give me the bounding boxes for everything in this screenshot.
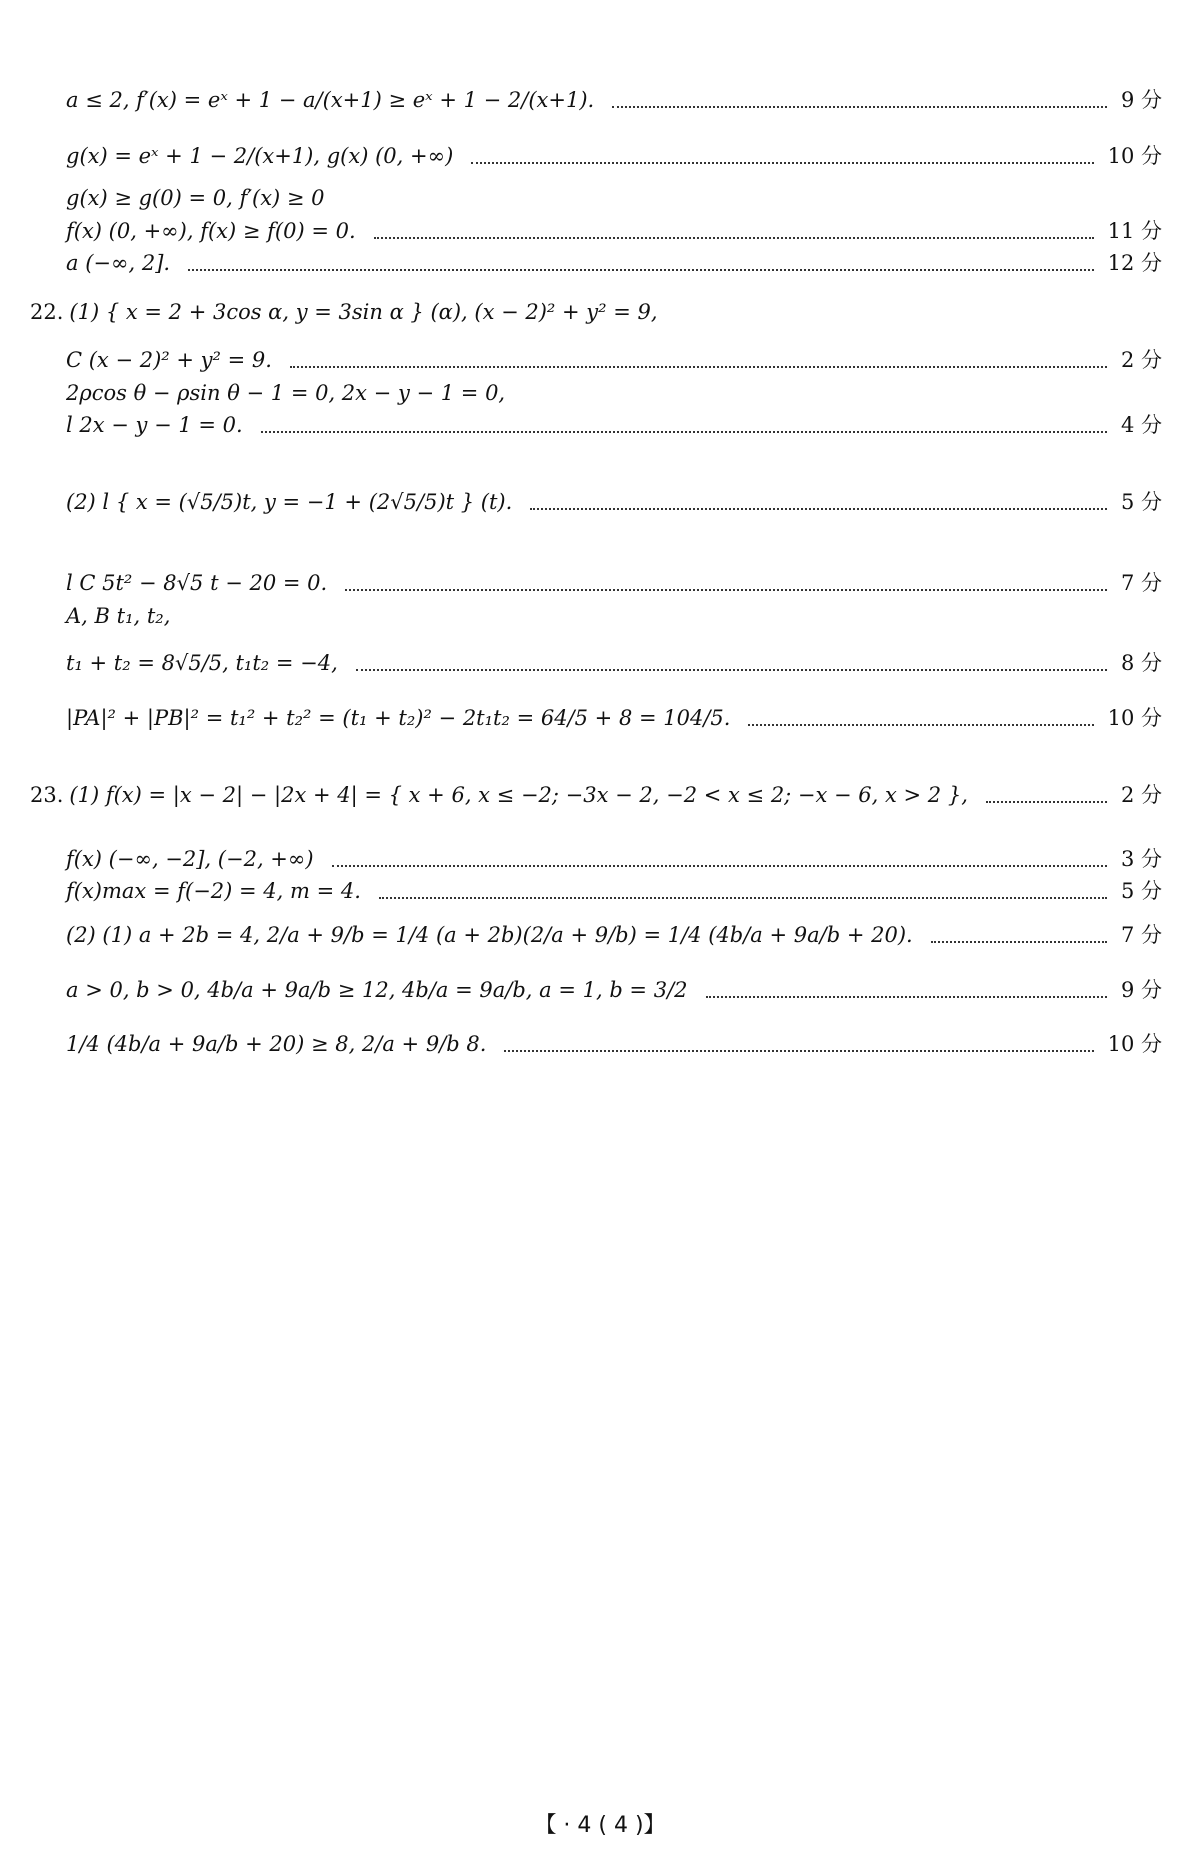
answer-line-14 <box>66 706 1162 731</box>
score-marker: 2 分 <box>1120 783 1162 807</box>
answer-line-9 <box>66 413 1162 438</box>
dotted-leader <box>530 508 1107 510</box>
answer-line-3 <box>66 186 1162 211</box>
answer-line-4 <box>66 219 1162 244</box>
dotted-leader <box>504 1050 1093 1052</box>
math-expression: 1/4 (4b/a + 9a/b + 20) ≥ 8, 2/a + 9/b 8. <box>66 1032 487 1056</box>
score-marker: 10 分 <box>1107 706 1162 730</box>
dotted-leader <box>356 669 1107 671</box>
dotted-leader <box>374 237 1094 239</box>
score-marker: 4 分 <box>1120 413 1162 437</box>
page-footer: 【 · 4 ( 4 )】 <box>534 1813 666 1838</box>
answer-line-18 <box>66 923 1162 948</box>
math-expression: (1) f(x) = |x − 2| − |2x + 4| = { x + 6, x ≤ −2; −3x − 2, −2 < x ≤ 2; −x − 6, x > 2 }, <box>69 783 968 807</box>
math-expression: a > 0, b > 0, 4b/a + 9a/b ≥ 12, 4b/a = 9a/b, a = 1, b = 3/2 <box>66 978 688 1002</box>
dotted-leader <box>188 269 1094 271</box>
dotted-leader <box>471 162 1093 164</box>
answer-line-16 <box>66 847 1162 872</box>
math-expression: l C 5t² − 8√5 t − 20 = 0. <box>66 571 328 595</box>
problem-number: 23. <box>30 783 64 807</box>
dotted-leader <box>986 801 1107 803</box>
math-expression: |PA|² + |PB|² = t₁² + t₂² = (t₁ + t₂)² − 2t₁t₂ = 64/5 + 8 = 104/5. <box>66 706 731 730</box>
math-expression: a (−∞, 2]. <box>66 251 171 275</box>
answer-line-17 <box>66 879 1162 904</box>
answer-line-12 <box>66 604 1162 629</box>
math-expression: l 2x − y − 1 = 0. <box>66 413 243 437</box>
answer-line-8 <box>66 381 1162 406</box>
score-marker: 7 分 <box>1120 571 1162 595</box>
problem-number: 22. <box>30 300 64 324</box>
dotted-leader <box>261 431 1107 433</box>
answer-line-19 <box>66 978 1162 1003</box>
score-marker: 10 分 <box>1107 144 1162 168</box>
score-marker: 5 分 <box>1120 879 1162 903</box>
math-expression: f(x) (0, +∞), f(x) ≥ f(0) = 0. <box>66 219 356 243</box>
dotted-leader <box>290 366 1107 368</box>
answer-line-20 <box>66 1032 1162 1057</box>
math-expression: g(x) = eˣ + 1 − 2/(x+1), g(x) (0, +∞) <box>66 144 454 168</box>
dotted-leader <box>748 724 1093 726</box>
math-expression: g(x) ≥ g(0) = 0, f′(x) ≥ 0 <box>66 186 325 210</box>
answer-line-1 <box>66 88 1162 113</box>
answer-line-10 <box>66 490 1162 515</box>
score-marker: 8 分 <box>1120 651 1162 675</box>
dotted-leader <box>706 996 1107 998</box>
answer-line-15 <box>30 783 1162 808</box>
score-marker: 9 分 <box>1120 88 1162 112</box>
math-expression: f(x) (−∞, −2], (−2, +∞) <box>66 847 314 871</box>
math-expression: a ≤ 2, f′(x) = eˣ + 1 − a/(x+1) ≥ eˣ + 1 − 2/(x+1). <box>66 88 595 112</box>
answer-line-6 <box>30 300 1162 325</box>
score-marker: 12 分 <box>1107 251 1162 275</box>
score-marker: 2 分 <box>1120 348 1162 372</box>
math-expression: 2ρcos θ − ρsin θ − 1 = 0, 2x − y − 1 = 0, <box>66 381 506 405</box>
score-marker: 3 分 <box>1120 847 1162 871</box>
score-marker: 9 分 <box>1120 978 1162 1002</box>
math-expression: C (x − 2)² + y² = 9. <box>66 348 272 372</box>
dotted-leader <box>379 897 1107 899</box>
dotted-leader <box>931 941 1107 943</box>
dotted-leader <box>612 106 1107 108</box>
answer-line-2 <box>66 144 1162 169</box>
math-expression: (2) (1) a + 2b = 4, 2/a + 9/b = 1/4 (a + 2b)(2/a + 9/b) = 1/4 (4b/a + 9a/b + 20). <box>66 923 913 947</box>
dotted-leader <box>332 865 1107 867</box>
answer-line-5 <box>66 251 1162 276</box>
score-marker: 11 分 <box>1107 219 1162 243</box>
answer-line-11 <box>66 571 1162 596</box>
dotted-leader <box>345 589 1107 591</box>
math-expression: t₁ + t₂ = 8√5/5, t₁t₂ = −4, <box>66 651 338 675</box>
score-marker: 7 分 <box>1120 923 1162 947</box>
math-expression: f(x)max = f(−2) = 4, m = 4. <box>66 879 361 903</box>
answer-line-7 <box>66 348 1162 373</box>
answer-line-13 <box>66 651 1162 676</box>
math-expression: (1) { x = 2 + 3cos α, y = 3sin α } (α), (x − 2)² + y² = 9, <box>69 300 658 324</box>
score-marker: 5 分 <box>1120 490 1162 514</box>
math-expression: (2) l { x = (√5/5)t, y = −1 + (2√5/5)t } (t). <box>66 490 513 514</box>
math-expression: A, B t₁, t₂, <box>66 604 171 628</box>
score-marker: 10 分 <box>1107 1032 1162 1056</box>
